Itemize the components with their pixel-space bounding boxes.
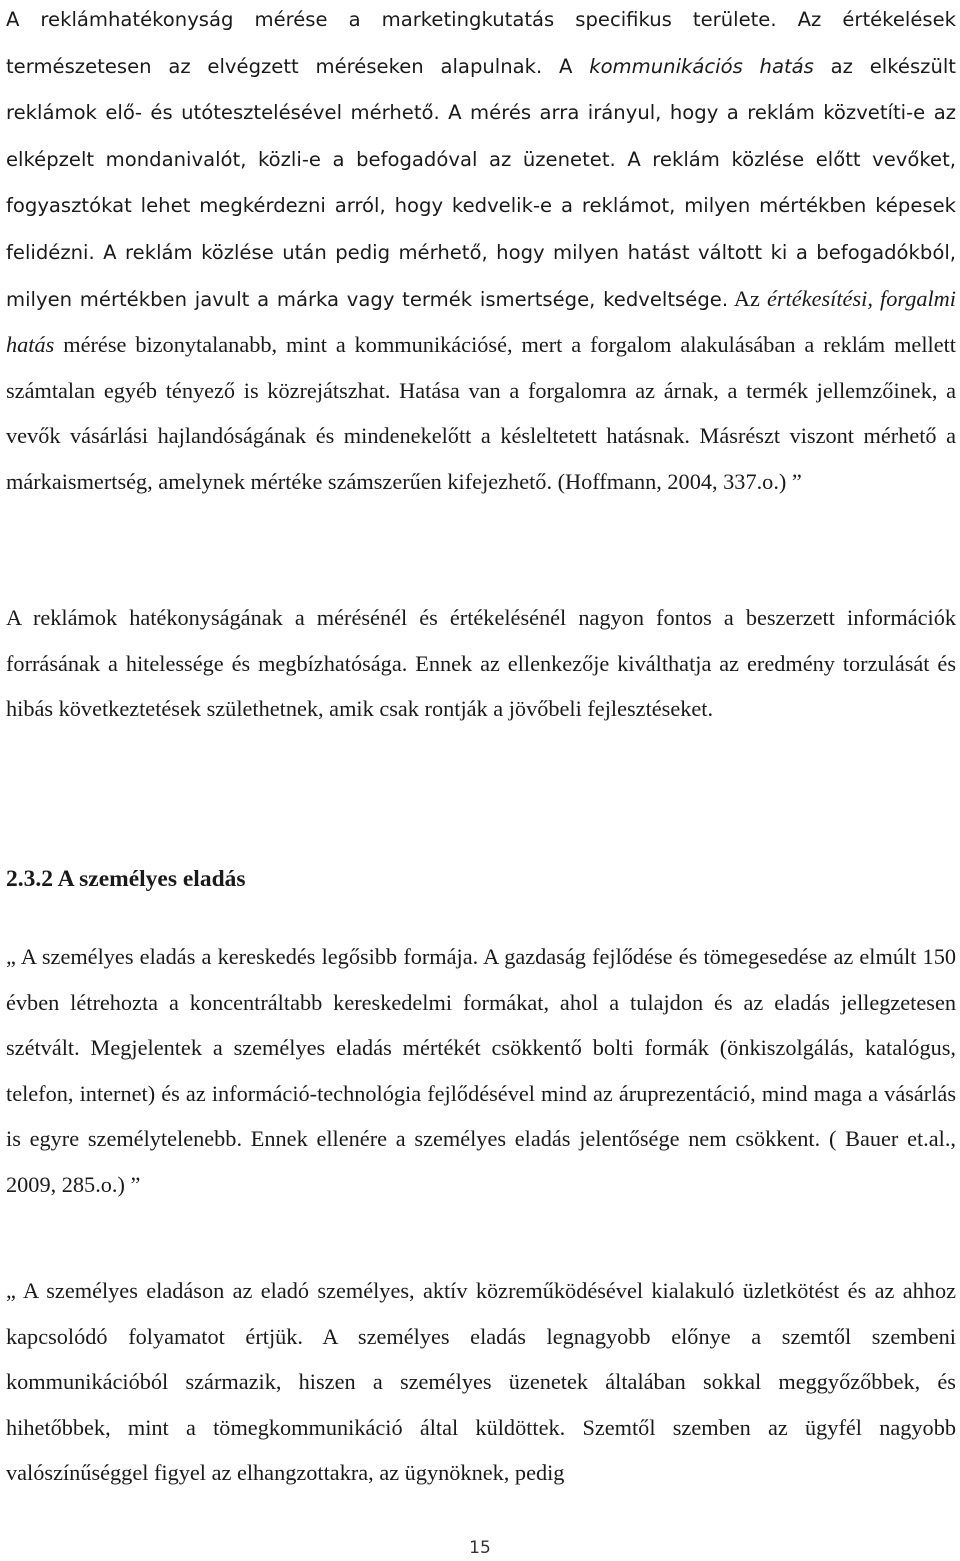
page-number: 15 xyxy=(469,1538,491,1558)
term-sales-effect: értékesítési, forgalmi hatás xyxy=(6,285,956,358)
paragraph-personal-selling-quote: „ A személyes eladás a kereskedés legősibb formája. A gazdaság fejlődése és tömegesedése az elmúlt 150 évben létrehozta a koncentráltabb kereskedelmi formákat, ahol a tulajdon és az eladás jellegzetesen szétvált. Megjelentek a személyes eladás mértékét csökkentő bolti formák (önkiszolgálás, katalógus, telefon, internet) és az információ-technológia fejlődésével mind az áruprezentáció, mind maga a vásárlás is egyre személytelenebb. Ennek ellenére a személyes eladás jelentősége nem csökkent. ( Bauer et.al., 2009, 285.o.) ” xyxy=(6,944,956,1197)
text-segment: A reklámhatékonyság mérése a marketingkutatás specifikus területe. Az értékelések természetesen az elvégzett méréseken alapulnak. A xyxy=(6,8,956,78)
text-segment: az elkészült reklámok elő- és utótesztelésével mérhető. A mérés arra irányul, hogy a reklám közvetíti-e az elképzelt mondanivalót, közli-e a befogadóval az üzenetet. A reklám közlése előtt vevőket, fogyasztókat lehet megkérdezni arról, hogy kedvelik-e a reklámot, milyen mértékben képesek felidézni. A reklám közlése után pedig mérhető, hogy milyen hatást váltott ki a befogadókból, milyen mértékben javult a márka vagy termék ismertsége, kedveltsége. xyxy=(6,54,956,311)
text-segment: mérése bizonytalanabb, mint a kommunikációsé, mert a forgalom alakulásában a reklám mellett számtalan egyéb tényező is közrejátszhat. Hatása van a forgalomra az árnak, a termék jellemzőinek, a vevők vásárlási hajlandóságának és mindenekelőtt a késleltetett hatásnak. Másrészt viszont mérhető a márkaismertség, amelynek mértéke számszerűen kifejezhető. (Hoffmann, 2004, 337.o.) ” xyxy=(6,332,956,494)
text-segment: Az xyxy=(728,285,768,311)
paragraph-personal-selling-definition: „ A személyes eladáson az eladó személyes, aktív közreműködésével kialakuló üzletkötést és az ahhoz kapcsolódó folyamatot értjük. A személyes eladás legnagyobb előnye a szemtől szembeni kommunikációból származik, hiszen a személyes üzenetek általában sokkal meggyőzőbbek, és hihetőbbek, mint a tömegkommunikáció által küldöttek. Szemtől szemben az ügyfél nagyobb valószínűséggel figyel az elhangzottakra, az ügynöknek, pedig xyxy=(6,1278,956,1486)
section-heading: 2.3.2 A személyes eladás xyxy=(6,866,246,892)
term-communication-effect: kommunikációs hatás xyxy=(589,54,814,78)
paragraph-information-reliability: A reklámok hatékonyságának a mérésénél és értékelésénél nagyon fontos a beszerzett információk forrásának a hitelessége és megbízhatósága. Ennek az ellenkezője kiválthatja az eredmény torzulását és hibás következtetések születhetnek, amik csak rontják a jövőbeli fejlesztéseket. xyxy=(6,605,956,722)
paragraph-advertising-measurement xyxy=(6,0,956,505)
